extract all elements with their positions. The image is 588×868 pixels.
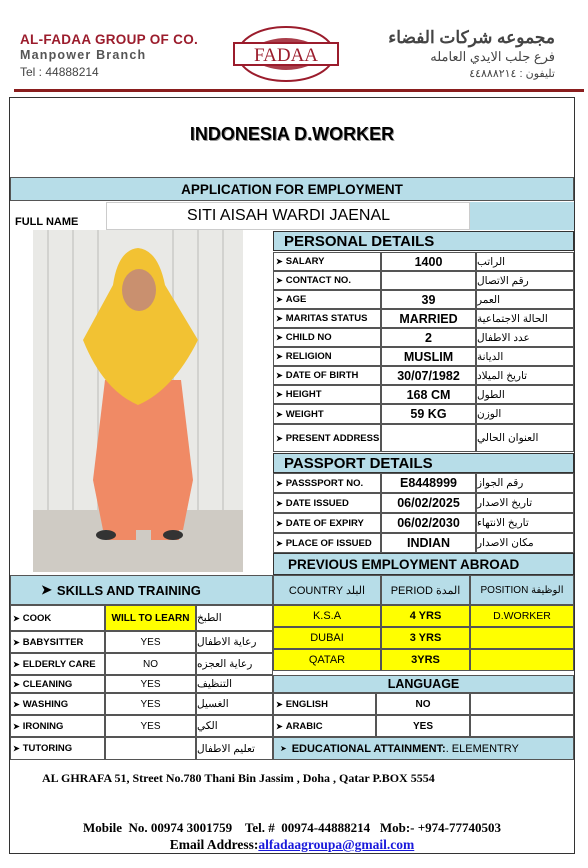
personal-label: ➤ DATE OF BIRTH — [273, 366, 381, 385]
personal-label-ar: الحالة الاجتماعية — [476, 309, 574, 328]
branch-name-ar: فرع جلب الايدي العامله — [430, 49, 555, 64]
personal-label: ➤ CHILD NO — [273, 328, 381, 347]
personal-label: ➤ HEIGHT — [273, 385, 381, 404]
email-label: Email Address: — [169, 837, 259, 852]
full-name-filler — [470, 202, 574, 230]
company-name-en: AL-FADAA GROUP OF CO. — [20, 32, 199, 47]
arrow-icon: ➤ — [41, 582, 52, 597]
employment-position: D.WORKER — [470, 605, 574, 627]
col-country: COUNTRY البلد — [273, 575, 381, 605]
language-label: ➤ ARABIC — [273, 715, 376, 737]
company-tel-en: Tel : 44888214 — [20, 65, 99, 79]
passport-label: ➤ PASSSPORT NO. — [273, 473, 381, 493]
skill-label: ➤ ELDERLY CARE — [10, 653, 105, 675]
footer-address: AL GHRAFA 51, Street No.780 Thani Bin Jassim , Doha , Qatar P.BOX 5554 — [42, 771, 435, 785]
language-label: ➤ ENGLISH — [273, 693, 376, 715]
passport-label: ➤ DATE ISSUED — [273, 493, 381, 513]
passport-label: ➤ DATE OF EXPIRY — [273, 513, 381, 533]
email-link[interactable]: alfadaagroupa@gmail.com — [258, 837, 415, 852]
personal-label-ar: الراتب — [476, 252, 574, 271]
branch-name-en: Manpower Branch — [20, 48, 147, 62]
skills-title-text: SKILLS AND TRAINING — [56, 582, 201, 598]
form-title: INDONESIA D.WORKER — [189, 124, 395, 144]
education-row — [273, 737, 574, 760]
employment-period: 4 YRS — [381, 605, 470, 627]
personal-label-ar: العمر — [476, 290, 574, 309]
skill-value: NO — [105, 653, 196, 675]
skill-label-ar: الكي — [196, 715, 273, 737]
skill-value: YES — [105, 693, 196, 715]
applicant-photo — [33, 230, 243, 572]
personal-label-ar: الديانة — [476, 347, 574, 366]
education-value: . ELEMENTRY — [445, 742, 519, 755]
skill-label: ➤ COOK — [10, 605, 105, 631]
employment-country: QATAR — [273, 649, 381, 671]
skill-label: ➤ BABYSITTER — [10, 631, 105, 653]
passport-value: E8448999 — [381, 473, 476, 493]
arrow-icon: ➤ — [280, 744, 287, 753]
company-tel-ar: تليفون : ٤٤٨٨٨٢١٤ — [469, 68, 555, 80]
skill-value: YES — [105, 715, 196, 737]
personal-label-ar: رقم الاتصال — [476, 271, 574, 290]
skill-label-ar: الطبخ — [196, 605, 273, 631]
language-title: LANGUAGE — [273, 675, 574, 693]
logo-text: FADAA — [253, 45, 319, 66]
personal-value — [381, 271, 476, 290]
passport-details-title: PASSPORT DETAILS — [273, 453, 574, 473]
passport-value: 06/02/2030 — [381, 513, 476, 533]
employment-period: 3YRS — [381, 649, 470, 671]
personal-label: ➤ MARITAS STATUS — [273, 309, 381, 328]
personal-label: ➤ AGE — [273, 290, 381, 309]
education-label: EDUCATIONAL ATTAINMENT: — [291, 742, 446, 755]
passport-value: INDIAN — [381, 533, 476, 553]
employment-country: K.S.A — [273, 605, 381, 627]
skill-value: YES — [105, 631, 196, 653]
skill-label: ➤ CLEANING — [10, 675, 105, 693]
passport-value: 06/02/2025 — [381, 493, 476, 513]
personal-value: MARRIED — [381, 309, 476, 328]
skill-value — [105, 737, 196, 760]
personal-value — [381, 424, 476, 452]
personal-details-title: PERSONAL DETAILS — [273, 231, 574, 251]
personal-label-ar: الوزن — [476, 404, 574, 424]
personal-value: 39 — [381, 290, 476, 309]
full-name-value: SITI AISAH WARDI JAENAL — [106, 202, 470, 230]
personal-label: ➤ SALARY — [273, 252, 381, 271]
skill-label: ➤ TUTORING — [10, 737, 105, 760]
passport-label-ar: تاريخ الانتهاء — [476, 513, 574, 533]
personal-label-ar: العنوان الحالي — [476, 424, 574, 452]
skill-label-ar: التنظيف — [196, 675, 273, 693]
personal-value: 2 — [381, 328, 476, 347]
personal-label: ➤ WEIGHT — [273, 404, 381, 424]
passport-label-ar: مكان الاصدار — [476, 533, 574, 553]
skill-label: ➤ IRONING — [10, 715, 105, 737]
company-name-ar: مجموعه شركات الفضاء — [388, 28, 555, 47]
employment-title: PREVIOUS EMPLOYMENT ABROAD — [273, 553, 574, 575]
passport-label-ar: رقم الجواز — [476, 473, 574, 493]
personal-label: ➤ CONTACT NO. — [273, 271, 381, 290]
employment-country: DUBAI — [273, 627, 381, 649]
full-name-label: FULL NAME — [15, 216, 79, 228]
personal-label: ➤ PRESENT ADDRESS — [273, 424, 381, 452]
passport-label: ➤ PLACE OF ISSUED — [273, 533, 381, 553]
employment-period: 3 YRS — [381, 627, 470, 649]
employment-position — [470, 627, 574, 649]
language-value: YES — [376, 715, 470, 737]
skill-label-ar: تعليم الاطفال — [196, 737, 273, 760]
personal-label-ar: عدد الاطفال — [476, 328, 574, 347]
language-empty-cell — [470, 693, 574, 715]
employment-position — [470, 649, 574, 671]
footer-contacts: Mobile No. 00974 3001759 Tel. # 00974-44888214 Mob:- +974-77740503 — [83, 820, 501, 835]
passport-label-ar: تاريخ الاصدار — [476, 493, 574, 513]
personal-value: 1400 — [381, 252, 476, 271]
col-position: POSITION الوظيفة — [470, 575, 574, 605]
skill-label-ar: الغسيل — [196, 693, 273, 715]
language-empty-cell — [470, 715, 574, 737]
skill-value: YES — [105, 675, 196, 693]
personal-label: ➤ RELIGION — [273, 347, 381, 366]
skills-title — [10, 575, 273, 605]
personal-label-ar: تاريخ الميلاد — [476, 366, 574, 385]
language-value: NO — [376, 693, 470, 715]
personal-value: MUSLIM — [381, 347, 476, 366]
personal-label-ar: الطول — [476, 385, 574, 404]
skill-label: ➤ WASHING — [10, 693, 105, 715]
personal-value: 59 KG — [381, 404, 476, 424]
fadaa-logo — [228, 24, 344, 84]
header-divider — [14, 89, 584, 92]
personal-value: 168 CM — [381, 385, 476, 404]
application-title: APPLICATION FOR EMPLOYMENT — [10, 177, 574, 201]
skill-value: WILL TO LEARN — [105, 605, 196, 631]
skill-label-ar: رعاية الاطفال — [196, 631, 273, 653]
footer-email-line — [10, 837, 574, 853]
col-period: PERIOD المدة — [381, 575, 470, 605]
skill-label-ar: رعاية العجزه — [196, 653, 273, 675]
personal-value: 30/07/1982 — [381, 366, 476, 385]
